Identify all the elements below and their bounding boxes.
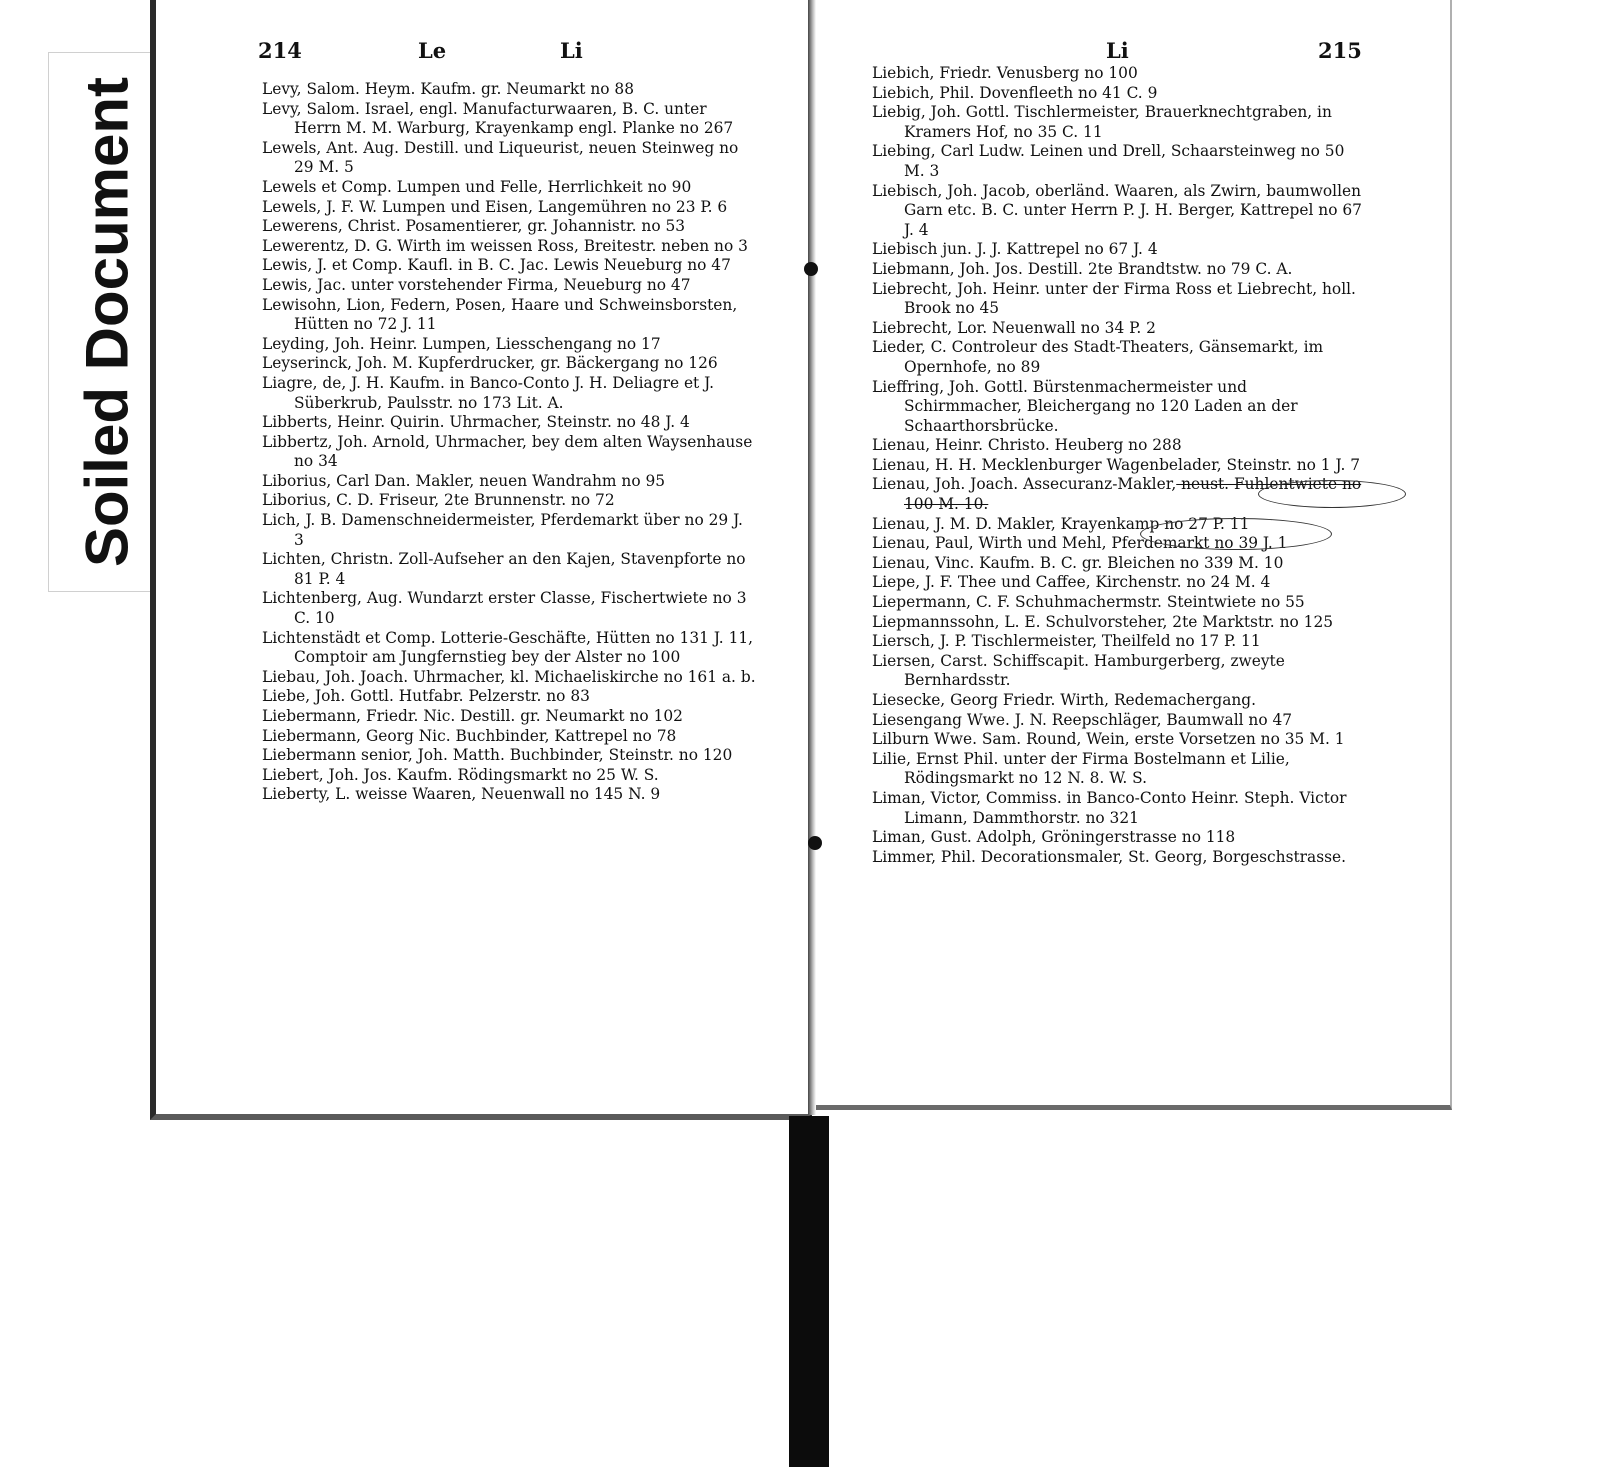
directory-entry: Lichten, Christn. Zoll-Aufseher an den Kajen, Stavenpforte no 81 P. 4 <box>262 550 746 588</box>
directory-entry: Leyserinck, Joh. M. Kupferdrucker, gr. Bäckergang no 126 <box>262 354 718 373</box>
directory-entry: Lewerentz, D. G. Wirth im weissen Ross, Breitestr. neben no 3 <box>262 236 748 255</box>
directory-entry: Lewerens, Christ. Posamentierer, gr. Johannistr. no 53 <box>262 217 686 236</box>
directory-entry: Liebich, Phil. Dovenfleeth no 41 C. 9 <box>872 83 1158 102</box>
directory-entry: Liersch, J. P. Tischlermeister, Theilfeld no 17 P. 11 <box>872 632 1261 651</box>
directory-entry: Liesengang Wwe. J. N. Reepschläger, Baumwall no 47 <box>872 710 1293 729</box>
left-page-entries <box>262 80 757 805</box>
directory-entry: Lewels, J. F. W. Lumpen und Eisen, Langemühren no 23 P. 6 <box>262 197 728 216</box>
right-page-entries <box>872 64 1362 867</box>
directory-entry: Liebich, Friedr. Venusberg no 100 <box>872 64 1138 82</box>
right-page-number: 215 <box>1318 38 1362 63</box>
directory-entry: Lienau, H. H. Mecklenburger Wagenbelader, Steinstr. no 1 J. 7 <box>872 455 1361 474</box>
struck-entry-struck: neust. Fuhlentwiete no 100 M. 10. <box>904 475 1362 514</box>
directory-entry: Lewels, Ant. Aug. Destill. und Liqueurist, neuen Steinweg no 29 M. 5 <box>262 138 739 177</box>
directory-entry: Lewisohn, Lion, Federn, Posen, Haare und Schweinsborsten, Hütten no 72 J. 11 <box>262 295 738 334</box>
right-entries-group-a <box>872 64 1362 475</box>
directory-entry: Liebig, Joh. Gottl. Tischlermeister, Brauerknechtgraben, in Kramers Hof, no 35 C. 11 <box>872 103 1332 141</box>
directory-entry: Liebermann, Friedr. Nic. Destill. gr. Neumarkt no 102 <box>262 707 683 725</box>
right-page-running-head: Li <box>1106 38 1129 63</box>
directory-entry: Lichtenberg, Aug. Wundarzt erster Classe, Fischertwiete no 3 C. 10 <box>262 589 747 628</box>
directory-entry: Liepe, J. F. Thee und Caffee, Kirchenstr. no 24 M. 4 <box>872 573 1271 592</box>
directory-entry: Lilburn Wwe. Sam. Round, Wein, erste Vorsetzen no 35 M. 1 <box>872 730 1345 749</box>
left-page-running-head-end: Li <box>560 38 583 63</box>
directory-entry: Liepermann, C. F. Schuhmachermstr. Steintwiete no 55 <box>872 593 1305 612</box>
directory-entry: Lieberty, L. weisse Waaren, Neuenwall no 145 N. 9 <box>262 785 661 804</box>
directory-entry: Leyding, Joh. Heinr. Lumpen, Liesschengang no 17 <box>262 334 661 353</box>
directory-entry: Liebmann, Joh. Jos. Destill. 2te Brandtstw. no 79 C. A. <box>872 259 1293 278</box>
directory-entry: Lienau, Vinc. Kaufm. B. C. gr. Bleichen no 339 M. 10 <box>872 553 1284 572</box>
directory-entry: Lieffring, Joh. Gottl. Bürstenmachermeister und Schirmmacher, Bleichergang no 120 Laden an der Schaarthorsbrücke. <box>872 377 1298 435</box>
handwritten-correction-loop <box>1140 518 1332 550</box>
directory-entry: Liebisch jun. J. J. Kattrepel no 67 J. 4 <box>872 240 1158 259</box>
directory-entry: Lienau, Paul, Wirth und Mehl, Pferdemarkt no 39 J. 1 <box>872 534 1288 553</box>
directory-entry: Lichtenstädt et Comp. Lotterie-Geschäfte, Hütten no 131 J. 11, Comptoir am Jungfernstieg bey der Alster no 100 <box>262 628 754 667</box>
soiled-document-label-text: Soiled Document <box>73 76 141 568</box>
directory-entry: Liesecke, Georg Friedr. Wirth, Redemachergang. <box>872 691 1257 709</box>
directory-entry: Lieder, C. Controleur des Stadt-Theaters, Gänsemarkt, im Opernhofe, no 89 <box>872 338 1324 376</box>
directory-entry: Liebing, Carl Ludw. Leinen und Drell, Schaarsteinweg no 50 M. 3 <box>872 142 1345 180</box>
binding-thread-dot <box>808 836 822 850</box>
handwritten-correction-loop <box>1258 480 1406 508</box>
directory-entry: Lienau, J. M. D. Makler, Krayenkamp no 27 P. 11 <box>872 514 1250 533</box>
directory-entry: Lilie, Ernst Phil. unter der Firma Bostelmann et Lilie, Rödingsmarkt no 12 N. 8. W. S. <box>872 749 1290 788</box>
directory-entry: Liebermann, Georg Nic. Buchbinder, Kattrepel no 78 <box>262 726 677 745</box>
directory-entry: Lewels et Comp. Lumpen und Felle, Herrlichkeit no 90 <box>262 177 692 196</box>
directory-entry: Liebermann senior, Joh. Matth. Buchbinder, Steinstr. no 120 <box>262 746 733 765</box>
directory-entry: Liebau, Joh. Joach. Uhrmacher, kl. Michaeliskirche no 161 a. b. <box>262 667 756 686</box>
directory-entry: Liersen, Carst. Schiffscapit. Hamburgerberg, zweyte Bernhardsstr. <box>872 651 1285 690</box>
directory-entry: Liman, Victor, Commiss. in Banco-Conto Heinr. Steph. Victor Limann, Dammthorstr. no 321 <box>872 788 1347 827</box>
directory-entry: Libbertz, Joh. Arnold, Uhrmacher, bey dem alten Waysenhause no 34 <box>262 432 753 471</box>
directory-entry: Lich, J. B. Damenschneidermeister, Pferdemarkt über no 29 J. 3 <box>262 511 743 549</box>
directory-entry: Lewis, J. et Comp. Kaufl. in B. C. Jac. Lewis Neueburg no 47 <box>262 256 731 275</box>
directory-entry: Liebrecht, Joh. Heinr. unter der Firma Ross et Liebrecht, holl. Brook no 45 <box>872 279 1356 318</box>
book-spine <box>808 0 816 1115</box>
directory-entry: Lienau, Heinr. Christo. Heuberg no 288 <box>872 436 1182 455</box>
directory-entry: Libberts, Heinr. Quirin. Uhrmacher, Steinstr. no 48 J. 4 <box>262 413 690 432</box>
directory-entry: Liebe, Joh. Gottl. Hutfabr. Pelzerstr. no 83 <box>262 687 590 706</box>
directory-entry: Liborius, C. D. Friseur, 2te Brunnenstr. no 72 <box>262 491 615 510</box>
directory-entry: Liman, Gust. Adolph, Gröningerstrasse no 118 <box>872 828 1236 847</box>
struck-entry-kept: Lienau, Joh. Joach. Assecuranz-Makler, <box>872 475 1177 494</box>
directory-entry: Levy, Salom. Heym. Kaufm. gr. Neumarkt no 88 <box>262 80 634 98</box>
left-page-running-head-start: Le <box>418 38 447 63</box>
directory-entry: Liborius, Carl Dan. Makler, neuen Wandrahm no 95 <box>262 471 666 490</box>
directory-entry: Levy, Salom. Israel, engl. Manufacturwaaren, B. C. unter Herrn M. M. Warburg, Krayenkamp engl. Planke no 267 <box>262 99 734 138</box>
directory-entry: Liagre, de, J. H. Kaufm. in Banco-Conto J. H. Deliagre et J. Süberkrub, Paulsstr. no 173 Lit. A. <box>262 373 714 412</box>
directory-entry: Liebrecht, Lor. Neuenwall no 34 P. 2 <box>872 318 1156 337</box>
bookmark-ribbon <box>789 1116 829 1467</box>
left-page-number: 214 <box>258 38 302 63</box>
directory-entry: Limmer, Phil. Decorationsmaler, St. Georg, Borgeschstrasse. <box>872 847 1346 866</box>
directory-entry: Liebert, Joh. Jos. Kaufm. Rödingsmarkt no 25 W. S. <box>262 765 659 784</box>
binding-thread-dot <box>804 262 818 276</box>
directory-entry: Lewis, Jac. unter vorstehender Firma, Neueburg no 47 <box>262 275 691 294</box>
right-entries-group-b <box>872 515 1362 868</box>
directory-entry: Liepmannssohn, L. E. Schulvorsteher, 2te Marktstr. no 125 <box>872 612 1334 631</box>
directory-entry: Liebisch, Joh. Jacob, oberländ. Waaren, als Zwirn, baumwollen Garn etc. B. C. unter Herrn P. J. H. Berger, Kattrepel no 67 J. 4 <box>872 181 1362 239</box>
